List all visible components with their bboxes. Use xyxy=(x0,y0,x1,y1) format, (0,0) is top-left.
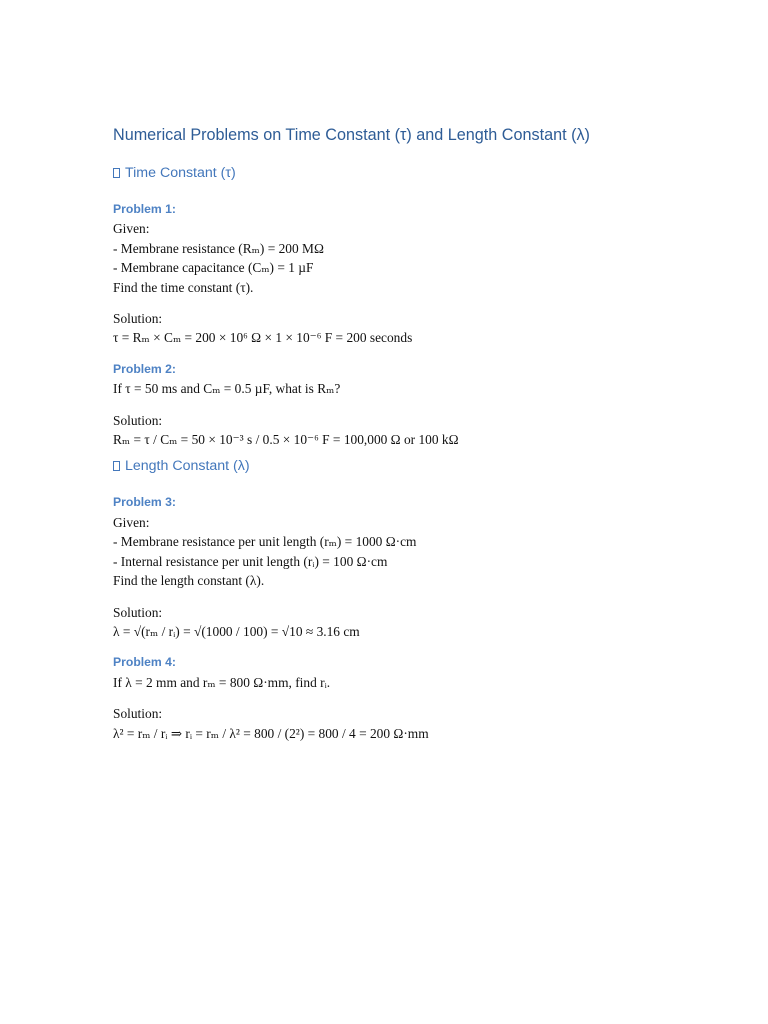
section-heading-time-constant xyxy=(113,162,733,184)
section-heading-text: Length Constant (λ) xyxy=(125,458,250,475)
solution-text: Rₘ = τ / Cₘ = 50 × 10⁻³ s / 0.5 × 10⁻⁶ F = 100,000 Ω or 100 kΩ xyxy=(113,432,459,448)
problem-text: Find the time constant (τ). xyxy=(113,279,254,295)
problem-label: Problem 1: xyxy=(113,202,176,216)
solution-label: Solution: xyxy=(113,604,163,620)
solution-text: λ = √(rₘ / rᵢ) = √(1000 / 100) = √10 ≈ 3.16 cm xyxy=(113,623,360,639)
problem-text: - Internal resistance per unit length (rᵢ) = 100 Ω·cm xyxy=(113,553,388,569)
box-icon xyxy=(113,168,120,178)
section-heading-text: Time Constant (τ) xyxy=(125,165,236,181)
document-title: Numerical Problems on Time Constant (τ) and Length Constant (λ) xyxy=(113,126,590,144)
problem-label: Problem 3: xyxy=(113,495,176,510)
solution-text: λ² = rₘ / rᵢ ⇒ rᵢ = rₘ / λ² = 800 / (2²) = 800 / 4 = 200 Ω·mm xyxy=(113,725,429,741)
problem-text: Find the length constant (λ). xyxy=(113,573,265,589)
problem-text: - Membrane resistance (Rₘ) = 200 MΩ xyxy=(113,240,324,256)
problem-text: If λ = 2 mm and rₘ = 800 Ω·mm, find rᵢ. xyxy=(113,674,331,690)
solution-label: Solution: xyxy=(113,311,163,327)
box-icon xyxy=(113,461,120,471)
problem-text: Given: xyxy=(113,221,150,237)
document-page xyxy=(113,123,733,743)
problem-label: Problem 2: xyxy=(113,361,176,376)
problem-text: If τ = 50 ms and Cₘ = 0.5 µF, what is Rₘ? xyxy=(113,381,341,397)
solution-label: Solution: xyxy=(113,706,163,722)
solution-text: τ = Rₘ × Cₘ = 200 × 10⁶ Ω × 1 × 10⁻⁶ F = 200 seconds xyxy=(113,330,413,346)
section-heading-length-constant xyxy=(113,455,733,477)
problem-text: Given: xyxy=(113,514,150,530)
solution-label: Solution: xyxy=(113,412,163,428)
problem-text: - Membrane resistance per unit length (rₘ) = 1000 Ω·cm xyxy=(113,534,417,550)
problem-text: - Membrane capacitance (Cₘ) = 1 µF xyxy=(113,260,314,276)
problem-label: Problem 4: xyxy=(113,655,176,670)
